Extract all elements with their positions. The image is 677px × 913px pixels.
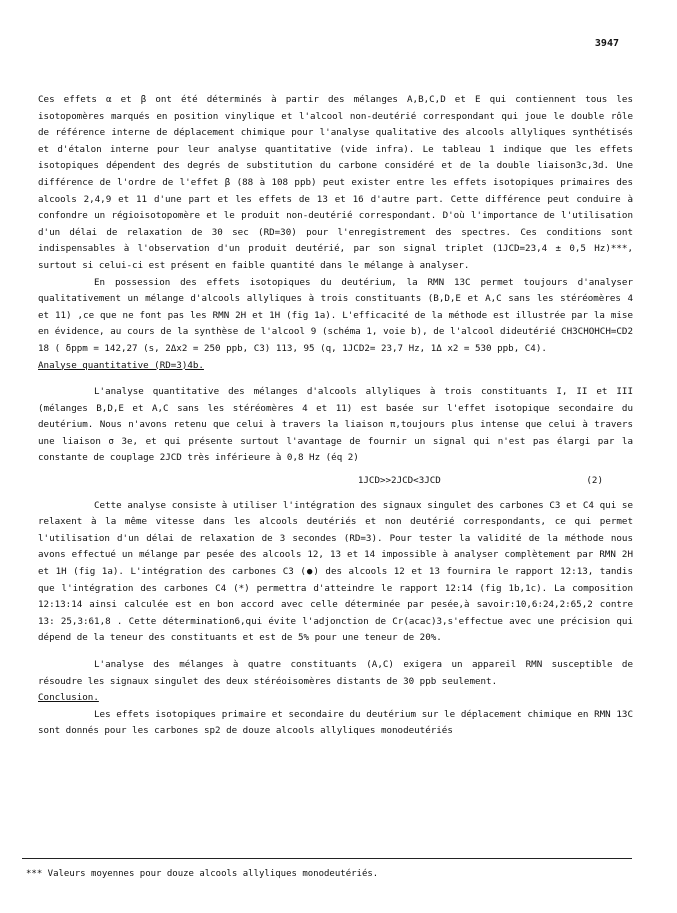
footnote: *** Valeurs moyennes pour douze alcools allyliques monodeutériés. — [26, 869, 379, 879]
body-text — [38, 92, 633, 740]
paragraph-qualitative-analysis: En possession des effets isotopiques du deutérium, la RMN 13C permet toujours d'analyser qualitativement un mélange d'alcools allyliques à trois constituants (B,D,E et A,C sans les stéréomères 4 et 11) ,ce que ne font pas les RMN 2H et 1H (fig 1a). L'efficacité de la méthode est illustrée par la mise en évidence, au cours de la synthèse de l'alcool 9 (schéma 1, voie b), de l'alcool dideutérié CH3CHOHCH=CD2 18 ( δppm = 142,27 (s, 2Δx2 = 250 ppb, C3) 113, 95 (q, 1JCD2= 23,7 Hz, 1Δ x2 = 530 ppb, C4). — [38, 276, 633, 354]
section-heading-conclusion: Conclusion. — [38, 692, 99, 704]
equation-2 — [38, 473, 633, 490]
paragraph-method-validation: Cette analyse consiste à utiliser l'intégration des signaux singulet des carbones C3 et C4 qui se relaxent à la même vitesse dans les alcools deutériés et non deutérié correspondants, ce qui permet l'utilisation d'un délai de relaxation de 3 secondes (RD=3). Pour tester la validité de la méthode nous avons effectué un mélange par pesée des alcools 12, 13 et 14 impossible à analyser complètement par RMN 2H et 1H (fig 1a). L'intégration des carbones C3 (●) des alcools 12 et 13 fournira le rapport 12:13, tandis que l'intégration des carbones C4 (*) permettra d'atteindre le rapport 12:14 (fig 1b,1c). La composition 12:13:14 ainsi calculée est en bon accord avec celle déterminée par pesée,à savoir:10,6:24,2:65,2 contre 13: 25,3:61,8 . Cette détermination6,qui évite l'adjonction de Cr(acac)3,s'effectue avec une précision qui dépend de la teneur des constituants et est de 5% pour une teneur de 20%. — [38, 499, 633, 644]
equation-expression: 1JCD>>2JCD<3JCD — [357, 475, 441, 487]
section-heading-quantitative: Analyse quantitative (RD=3)4b. — [38, 359, 204, 371]
page-number: 3947 — [594, 38, 619, 49]
footnote-divider — [22, 858, 632, 859]
paragraph-quantitative-basis: L'analyse quantitative des mélanges d'alcools allyliques à trois constituants I, II et III (mélanges B,D,E et A,C sans les stéréomères 4 et 11) est basée sur l'effet isotopique secondaire du deutérium. Nous n'avons retenu que celui à travers la liaison π,toujours plus intense que celui à travers une liaison σ 3e, et qui présente surtout l'avantage de fournir un signal qui n'est pas élargi par la constante de couplage 2JCD très inférieure à 0,8 Hz (éq 2) — [38, 386, 633, 464]
paragraph-four-constituents: L'analyse des mélanges à quatre constituants (A,C) exigera un appareil RMN susceptible de résoudre les signaux singulet des deux stéréoisomères distants de 30 ppb seulement. — [38, 659, 633, 687]
paragraph-conclusion: Les effets isotopiques primaire et secondaire du deutérium sur le déplacement chimique en RMN 13C sont donnés pour les carbones sp2 de douze alcools allyliques monodeutériés — [38, 708, 633, 737]
paragraph-effects-alpha-beta: Ces effets α et β ont été déterminés à partir des mélanges A,B,C,D et E qui contiennent tous les isotopomères marqués en position vinylique et l'alcool non-deutérié correspondant qui joue le double rôle de référence interne de déplacement chimique pour l'analyse qualitative des alcools allyliques synthétisés et d'étalon interne pour leur analyse quantitative (vide infra). Le tableau 1 indique que les effets isotopiques dépendent des degrés de substitution du carbone considéré et de la double liaison3c,3d. Une différence de l'ordre de l'effet β (88 à 108 ppb) peut exister entre les effets isotopiques primaires des alcools 2,4,9 et 11 d'une part et les effets de 13 et 16 d'autre part. Cette différence peut conduire à confondre un régioisotopomère et le produit non-deutérié correspondant. D'où l'importance de l'utilisation d'un délai de relaxation de 30 sec (RD=30) pour l'enregistrement des spectres. Ces conditions sont indispensables à l'observation d'un produit deutérié, par son signal triplet (1JCD=23,4 ± 0,5 Hz)***, surtout si celui-ci est présent en faible quantité dans le mélange à analyser. — [38, 94, 633, 271]
equation-number: (2) — [586, 475, 603, 487]
